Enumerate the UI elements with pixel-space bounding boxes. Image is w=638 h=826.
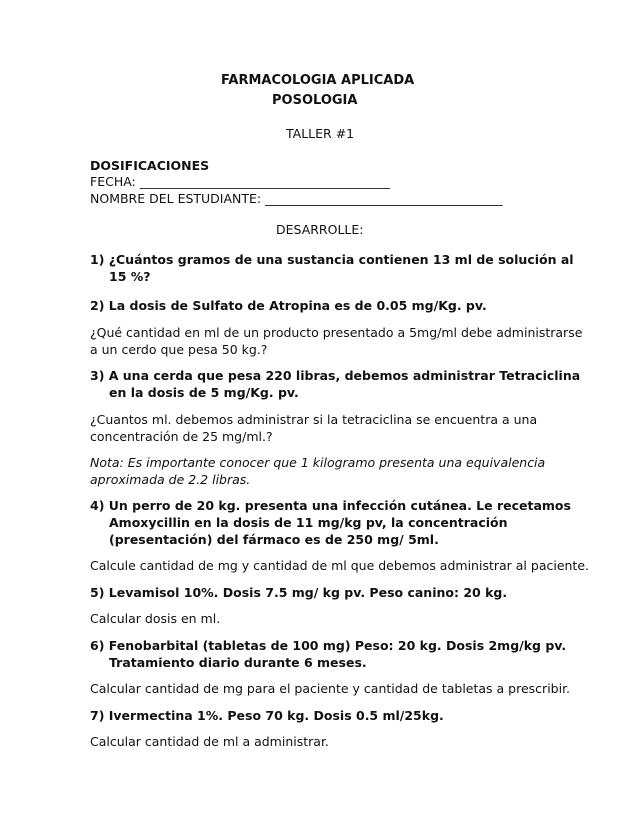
- question-6-text-1: Calcular cantidad de mg para el paciente y cantidad de tabletas a prescribir.: [90, 681, 571, 696]
- question-2-text-2: a un cerdo que pesa 50 kg.?: [90, 342, 268, 357]
- desarrolle-label: DESARROLLE:: [276, 222, 364, 237]
- question-3-note-2: aproximada de 2.2 libras.: [90, 472, 251, 487]
- question-4-line-3: (presentación) del fármaco es de 250 mg/ 5ml.: [109, 532, 439, 547]
- question-4-text-1: Calcule cantidad de mg y cantidad de ml que debemos administrar al paciente.: [90, 558, 589, 573]
- question-3-line-2: en la dosis de 5 mg/Kg. pv.: [109, 385, 299, 400]
- question-3-text-2: concentración de 25 mg/ml.?: [90, 429, 273, 444]
- question-3-note-1: Nota: Es importante conocer que 1 kilogramo presenta una equivalencia: [90, 455, 546, 470]
- question-7-title: 7) Ivermectina 1%. Peso 70 kg. Dosis 0.5 ml/25kg.: [90, 708, 444, 723]
- question-1-line-2: 15 %?: [109, 269, 151, 284]
- question-2-title: 2) La dosis de Sulfato de Atropina es de 0.05 mg/Kg. pv.: [90, 298, 487, 313]
- question-3-line-1: 3) A una cerda que pesa 220 libras, debemos administrar Tetraciclina: [90, 368, 581, 383]
- question-3-text-1: ¿Cuantos ml. debemos administrar si la tetraciclina se encuentra a una: [90, 412, 538, 427]
- question-6-line-1: 6) Fenobarbital (tabletas de 100 mg) Peso: 20 kg. Dosis 2mg/kg pv.: [90, 638, 567, 653]
- question-5-text-1: Calcular dosis en ml.: [90, 611, 221, 626]
- section-heading: DOSIFICACIONES: [90, 158, 210, 173]
- document-subtitle: POSOLOGIA: [272, 93, 358, 108]
- document-title: FARMACOLOGIA APLICADA: [221, 73, 415, 88]
- question-2-text-1: ¿Qué cantidad en ml de un producto presentado a 5mg/ml debe administrarse: [90, 325, 583, 340]
- nombre-field: NOMBRE DEL ESTUDIANTE: ______________________________________: [90, 191, 503, 206]
- question-4-line-2: Amoxycillin en la dosis de 11 mg/kg pv, la concentración: [109, 515, 508, 530]
- question-1-line-1: 1) ¿Cuántos gramos de una sustancia contienen 13 ml de solución al: [90, 252, 574, 267]
- fecha-field: FECHA: ________________________________________: [90, 174, 390, 189]
- taller-label: TALLER #1: [286, 126, 355, 141]
- question-5-title: 5) Levamisol 10%. Dosis 7.5 mg/ kg pv. Peso canino: 20 kg.: [90, 585, 508, 600]
- question-7-text-1: Calcular cantidad de ml a administrar.: [90, 734, 329, 749]
- question-4-line-1: 4) Un perro de 20 kg. presenta una infección cutánea. Le recetamos: [90, 498, 571, 513]
- question-6-line-2: Tratamiento diario durante 6 meses.: [109, 655, 367, 670]
